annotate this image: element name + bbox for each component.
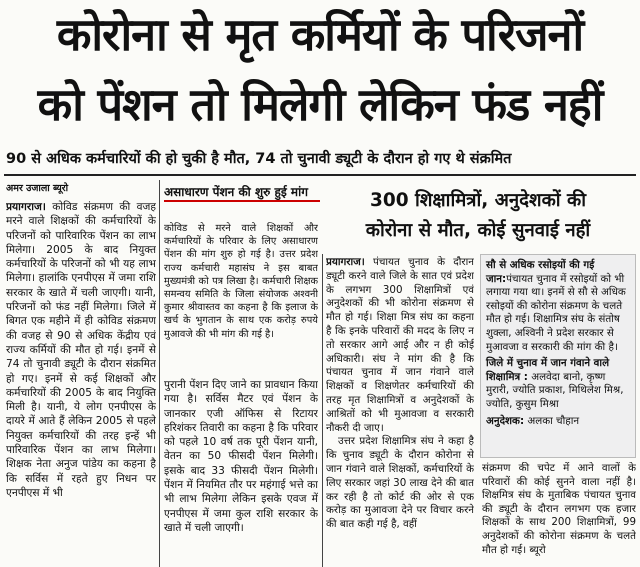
headline-line-1: कोरोना से मृत कर्मियों के परिजनों [56, 8, 584, 61]
subheadline: 90 से अधिक कर्मचारियों की हो चुकी है मौत, 74 तो चुनावी ड्यूटी के दौरान हो गए थे संक्रमित [6, 151, 512, 167]
column-5-text: संक्रमण की चपेट में आने वालों के परिवारों की कोई सुनने वाला नहीं है। शिक्षमित्र संघ के मुताबिक पंचायत चुनाव की ड्यूटी के दौरान लगभग एक हजार शिक्षकों के साथ 200 शिक्षामित्रों, 99 अनुदेशकों की कोरोना संक्रमण के चलते मौत हो गई। ब्यूरो [482, 462, 636, 556]
story-2-text-2: उत्तर प्रदेश शिक्षामित्र संघ ने कहा है कि चुनाव ड्यूटी के दौरान कोरोना से जान गंवाने वाले शिक्षकों, कर्मचारियों के लिए सरकार जहां 30 लाख देने की बात कर रही है तो कोर्ट की ओर से एक करोड़ का मुआवजा देने पर विचार करने की बात कही गई है, वहीं [326, 435, 474, 531]
story-2-text: पंचायत चुनाव के दौरान ड्यूटी करने वाले जिले के सात एवं प्रदेश के लगभग 300 शिक्षामित्रों एवं अनुदेशकों की भी कोरोना संक्रमण से मौत हो गई। शिक्षा मित्र संघ का कहना है कि इनके परिवारों की मदद के लिए न तो सरकार आगे आई और न ही कोई अधिकारी। संघ ने मांग की है कि पंचायत चुनाव में जान गंवाने वाले शिक्षकों व शिक्षणेतर कर्मचारियों की तरह मृत शिक्षामित्रों व अनुदेशकों के आश्रितों को भी मुआवजा व सरकारी नौकरी दी जाए। [326, 256, 474, 434]
box-para-1-text: पंचायत चुनाव में रसोइयों को भी लगाया गया था। इनमें से सौ से अधिक रसोइयों की कोरोना संक्रमण के चलते मौत हो गई। शिक्षामित्र संघ के संतोष शुक्ला, अश्विनी ने प्रदेश सरकार से मुआवजा व सरकारी की मांग की है। [486, 272, 626, 353]
sidebar-paragraph: कोविड से मरने वाले शिक्षकों और कर्मचारियों के परिवार के लिए असाधारण पेंशन की मांग शुरु हो गई है। उत्तर प्रदेश राज्य कर्मचारी महासंघ ने इस बाबत मुख्यमंत्री को पत्र लिखा है। कर्मचारी शिक्षक समन्वय समिति के जिला संयोजक अश्वनी कुमार श्रीवास्तव का कहना है कि इलाज के खर्च के भुगतान के साथ एक करोड़ रुपये मुआवजे की भी मांग की गई है। [164, 223, 318, 340]
box-para-1-heading: सौ से अधिक रसोइयों की गई जान: [486, 259, 595, 285]
box-para-2 [486, 357, 630, 411]
column-1-body [6, 200, 156, 500]
column-5 [482, 462, 636, 567]
box-para-2-text: अलवेदा बानो, कृष्ण मुरारी, ज्योति प्रकाश, मिथिलेश मिश्र, ज्योति, कुसुम मिश्रा [486, 370, 624, 410]
story-2-headline-line-1: 300 शिक्षामित्रों, अनुदेशकों की [369, 190, 587, 211]
sidebar-heading: असाधारण पेंशन की शुरु हुई मांग [164, 185, 308, 199]
headline-line-2: को पेंशन तो मिलेगी लेकिन फंड नहीं [37, 78, 603, 131]
box-para-1 [486, 259, 630, 354]
column-divider [322, 254, 323, 567]
column-3-body [326, 256, 474, 435]
column-divider [159, 180, 160, 567]
sidebar-box-text [164, 222, 318, 372]
dateline: प्रयागराज। [6, 201, 46, 213]
box-para-3-text: अलका चौहान [524, 414, 580, 427]
story-2-headline-line-2: कोरोना से मौत, कोई सुनवाई नहीं [365, 220, 591, 241]
byline: अमर उजाला ब्यूरो [6, 183, 69, 194]
box-para-3 [486, 415, 630, 429]
column-1 [6, 200, 156, 567]
story-2-dateline: प्रयागराज। [326, 256, 365, 268]
column-1-text: कोविड संक्रमण की वजह मरने वाले शिक्षकों की कर्मचारियों के परिजनों को पारिवारिक पेंशन का लाभ मिलेगा। 2005 के बाद नियुक्त कर्मचारियों के परिजनों को भी यह लाभ मिलेगा। हालांकि एनपीएस में जमा राशि सरकार के खाते में चली जाएगी। यानी, परिजनों को फंड नहीं मिलेगा। जिले में बिगत एक महीने में ही कोविड संक्रमण की वजह से 90 से अधिक केंद्रीय एवं राज्य कर्मियों की मौत हो गई। इनमें से 74 तो चुनावी ड्यूटी के दौरान संक्रमित हो गए। इनमें से कई शिक्षकों और कर्मचारियों की 2005 के बाद नियुक्ति मिली है। यानी, ये लोग एनपीएस के दायरे में आते हैं लेकिन 2005 से पहले नियुक्त कर्मचारियों की तरह इन्हें भी पारिवारिक पेंशन का लाभ मिलेगा। शिक्षक नेता अनुज पांडेय का कहना है कि सर्विस में रहते हुए निधन पर एनपीएस में भी [6, 201, 156, 499]
divider-rule [4, 174, 636, 176]
column-2-paragraph: पुरानी पेंशन दिए जाने का प्रावधान किया गया है। सर्विस मैटर एवं पेंशन के जानकार एजी ऑफिस से रिटायर हरिशंकर तिवारी का कहना है कि परिवार को पहले 10 वर्ष तक पूरी पेंशन यानी, वेतन का 50 फीसदी पेंशन मिलेगी। इसके बाद 33 फीसदी पेंशन मिलेगी। पेंशन में नियमित तौर पर महंगाई भत्ते का भी लाभ मिलेगा लेकिन इसके एवज में एनपीएस में जमा कुल राशि सरकार के खाते में चली जाएगी। [164, 379, 318, 534]
column-3 [326, 256, 474, 567]
column-2-continued [164, 378, 318, 567]
box-para-2-heading: जिले में चुनाव में जान गंवाने वाले शिक्षामित्र : [486, 357, 610, 383]
heading-accent [164, 200, 320, 202]
box-para-3-heading: अनुदेशक: [486, 414, 525, 427]
story-2-headline [316, 186, 640, 246]
info-box [480, 254, 636, 458]
